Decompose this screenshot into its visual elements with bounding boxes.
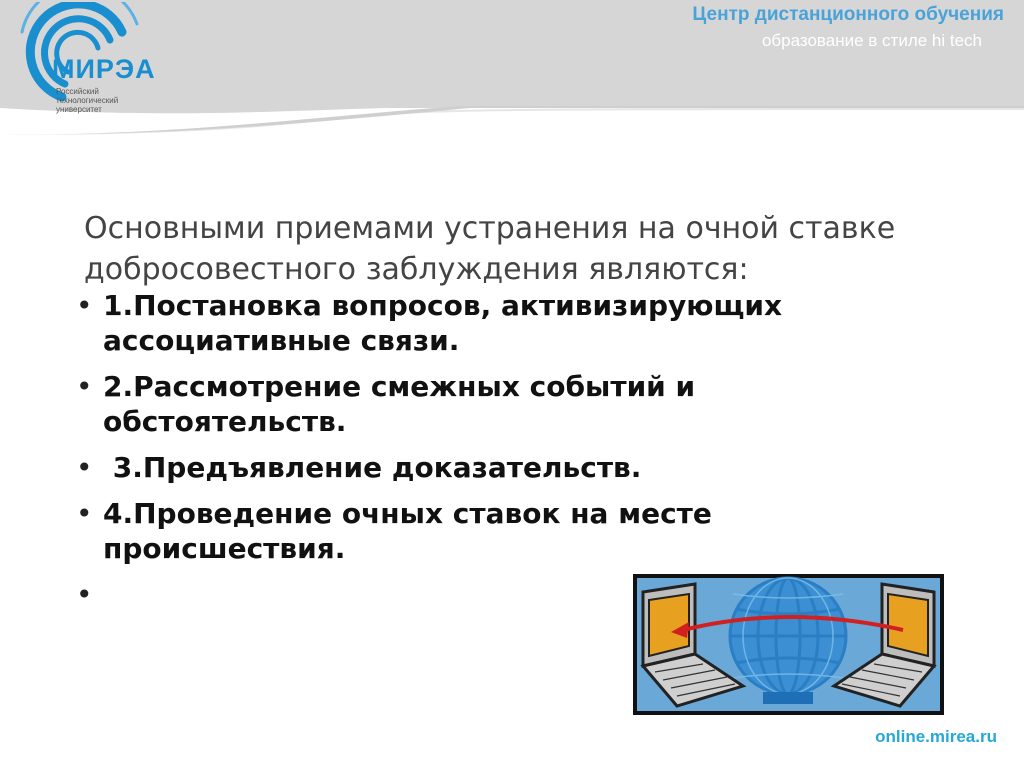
mirea-logo[interactable] bbox=[2, 2, 177, 112]
bullet-dot: • bbox=[76, 497, 93, 530]
center-subtitle: образование в стиле hi tech bbox=[761, 31, 982, 50]
bullet-item bbox=[70, 288, 870, 358]
logo-tagline-line: Российский bbox=[56, 87, 99, 96]
bullet-text: 3.Предъявление доказательств. bbox=[103, 451, 642, 484]
bullet-dot: • bbox=[76, 451, 93, 484]
logo-tagline-line: технологический bbox=[56, 96, 119, 105]
center-title: Центр дистанционного обучения bbox=[692, 4, 1004, 25]
laptops-globe-clipart bbox=[633, 574, 944, 715]
bullet-item bbox=[70, 369, 870, 439]
logo-name: МИРЭА bbox=[52, 54, 156, 84]
bullet-text: 2.Рассмотрение смежных событий и обстоятельств. bbox=[103, 370, 696, 438]
bullet-dot: • bbox=[76, 370, 93, 403]
slide-heading: Основными приемами устранения на очной ставке добросовестного заблуждения являются: bbox=[84, 211, 896, 287]
bullet-item bbox=[70, 450, 870, 485]
bullet-text: 4.Проведение очных ставок на месте происшествия. bbox=[103, 497, 712, 565]
bullet-item bbox=[70, 496, 870, 566]
bullet-list bbox=[70, 288, 870, 611]
logo-tagline bbox=[56, 87, 136, 114]
bullet-dot: • bbox=[76, 578, 93, 611]
bullet-dot: • bbox=[76, 289, 93, 322]
bullet-text: 1.Постановка вопросов, активизирующих ассоциативные связи. bbox=[103, 289, 783, 357]
footer-url-link[interactable]: online.mirea.ru bbox=[875, 727, 997, 746]
logo-tagline-line: университет bbox=[56, 105, 102, 114]
